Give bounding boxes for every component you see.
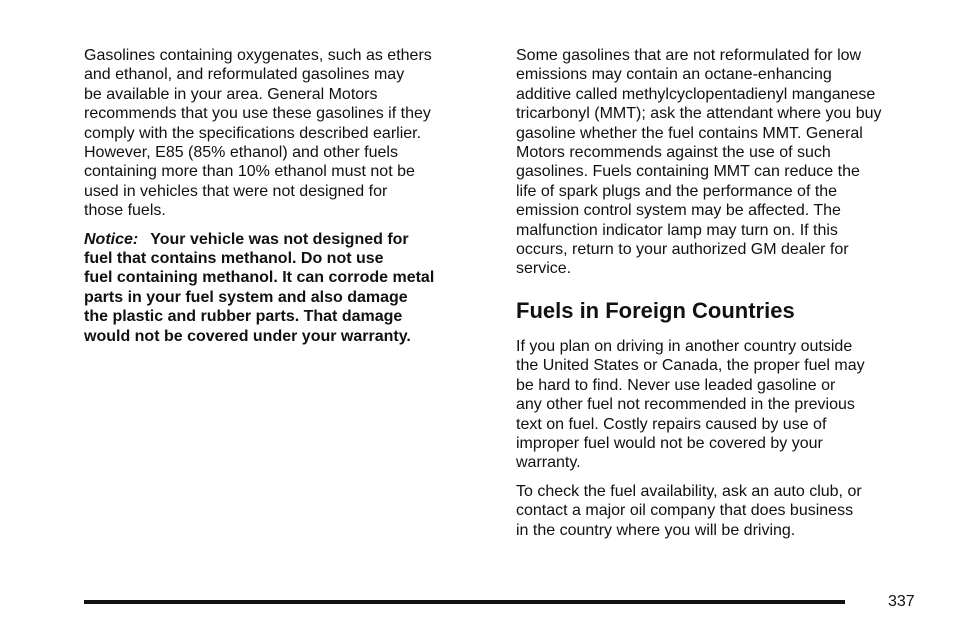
methanol-notice — [84, 230, 484, 346]
left-column — [84, 46, 484, 346]
notice-text: Your vehicle was not designed for fuel that contains methanol. Do not use fuel containing methanol. It can corrode metal parts in your fuel system and also damage the plastic and rubber parts. That damage would not be covered under your warranty. — [84, 230, 435, 345]
footer-rule — [84, 600, 845, 604]
fuel-availability-paragraph: To check the fuel availability, ask an auto club, or contact a major oil company that does business in the country where you will be driving. — [516, 482, 862, 539]
notice-label: Notice: — [84, 230, 139, 248]
oxygenates-paragraph: Gasolines containing oxygenates, such as ethers and ethanol, and reformulated gasolines may be available in your area. General Motors recommends that you use these gasolines if they comply with the specifications described earlier. However, E85 (85% ethanol) and other fuels containing more than 10% ethanol must not be used in vehicles that were not designed for those fuels. — [84, 47, 432, 220]
section-heading: Fuels in Foreign Countries — [516, 297, 795, 323]
page-number: 337 — [888, 593, 915, 610]
right-column — [516, 46, 920, 540]
mmt-paragraph: Some gasolines that are not reformulated for low emissions may contain an octane-enhancing additive called methylcyclopentadienyl manganese tricarbonyl (MMT); ask the attendant where you buy gasoline whether the fuel contains MMT. General Motors recommends against the use of such gasolines. Fuels containing MMT can reduce the life of spark plugs and the performance of the emission control system may be affected. The malfunction indicator lamp may turn on. If this occurs, return to your authorized GM dealer for service. — [516, 47, 882, 278]
foreign-fuel-paragraph: If you plan on driving in another country outside the United States or Canada, the proper fuel may be hard to find. Never use leaded gasoline or any other fuel not recommended in the previous text on fuel. Costly repairs caused by use of improper fuel would not be covered by your warranty. — [516, 337, 865, 472]
